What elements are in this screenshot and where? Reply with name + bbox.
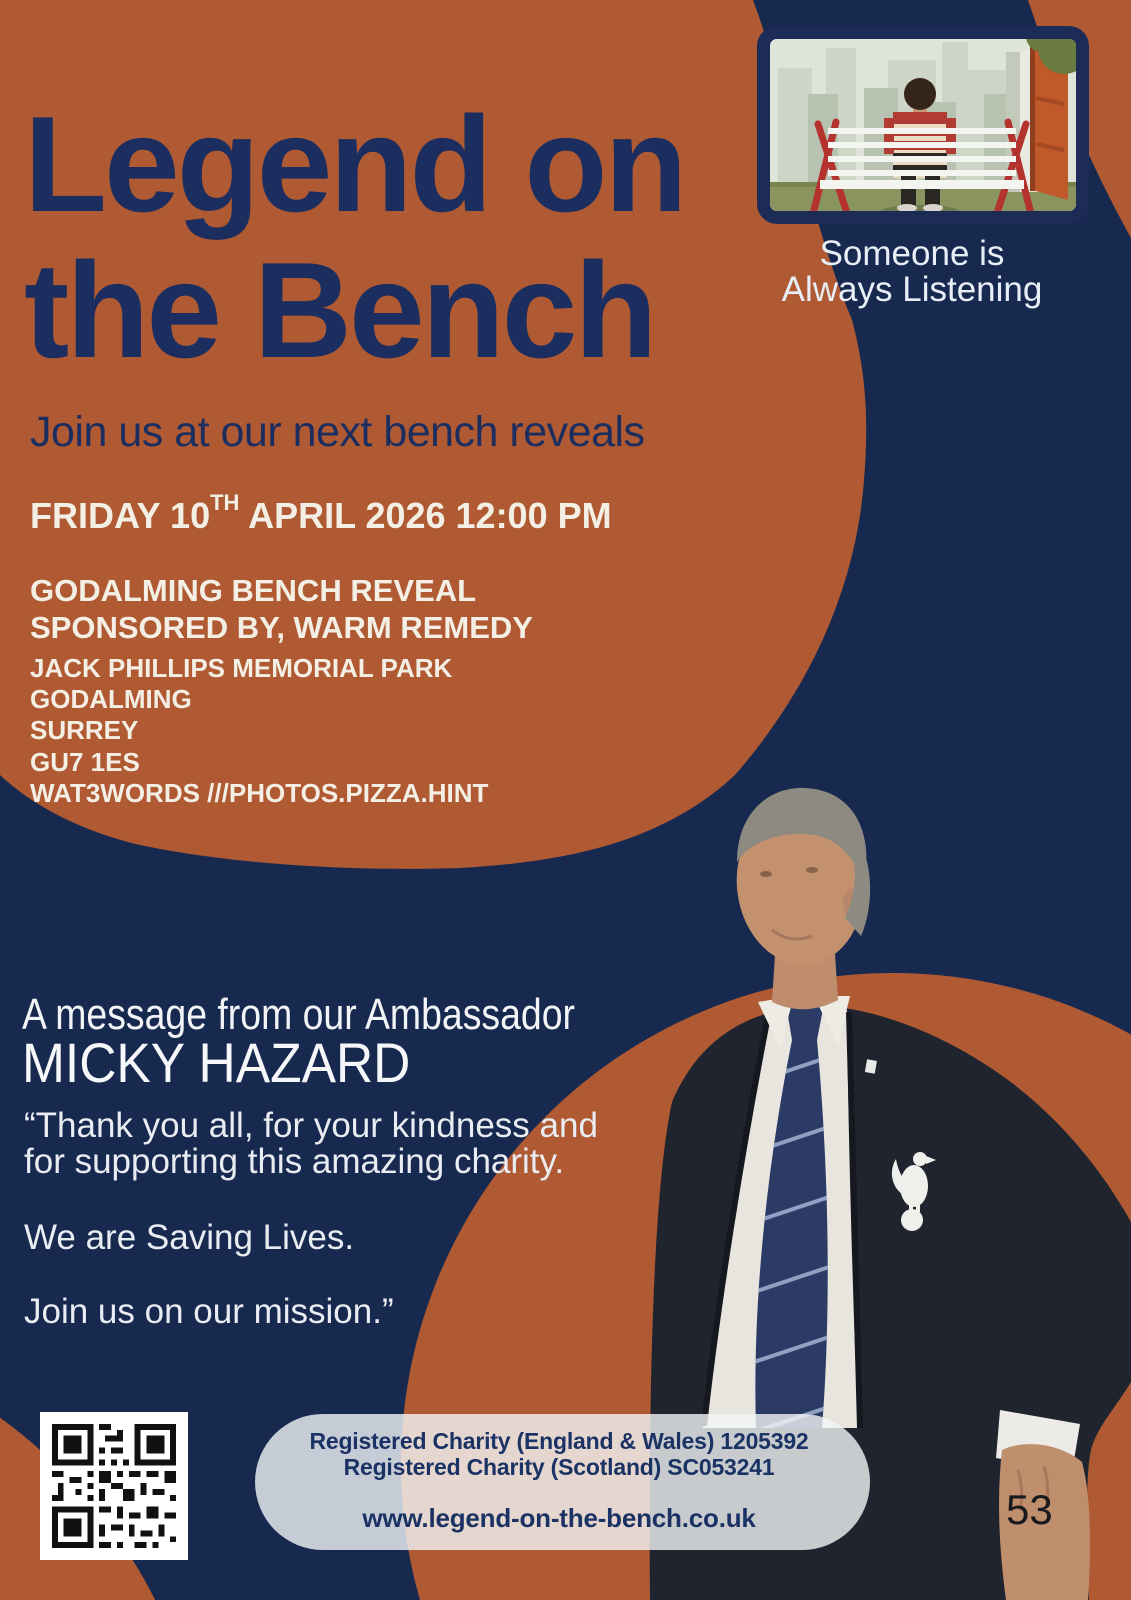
event-date-suffix: APRIL 2026 12:00 PM [239,495,612,536]
charity-info-pill [255,1414,870,1550]
event-datetime [30,490,750,537]
event-address [30,653,750,809]
qr-code [40,1412,188,1560]
bench-illustration [770,39,1076,211]
bench-illustration-card [757,26,1089,224]
title-line1: Legend on [24,88,685,240]
charity-info-text [269,1429,849,1534]
event-reveal [30,573,750,646]
listening-caption-line1: Someone is [819,234,1005,273]
address-line3: SURREY [30,715,139,746]
ambassador-quote [24,1108,704,1179]
reveal-line2: SPONSORED BY, WARM REMEDY [30,609,533,645]
ambassador-label: A message from our Ambassador [22,990,575,1039]
charity-registration-ew: Registered Charity (England & Wales) 1205392 [309,1428,809,1454]
title-line2: the Bench [24,233,655,386]
event-date-prefix: FRIDAY 10 [30,495,211,536]
quote-line1: “Thank you all, for your kindness and [24,1106,598,1145]
quote-line3: We are Saving Lives. [24,1218,355,1257]
quote-line2: for supporting this amazing charity. [24,1142,565,1181]
website-url: www.legend-on-the-bench.co.uk [362,1502,756,1533]
address-line1: JACK PHILLIPS MEMORIAL PARK [30,653,453,683]
quote-line4: Join us on our mission.” [24,1292,394,1331]
address-line5: WAT3WORDS ///PHOTOS.PIZZA.HINT [30,777,489,808]
listening-caption [747,236,1077,309]
page-title [24,88,784,386]
page-number: 53 [1006,1486,1053,1533]
listening-caption-line2: Always Listening [781,270,1043,310]
event-date-ordinal: TH [210,490,240,515]
reveal-line1: GODALMING BENCH REVEAL [30,573,477,608]
address-line2: GODALMING [30,684,192,715]
ambassador-name: MICKY HAZARD [22,1031,411,1094]
address-line4: GU7 1ES [30,746,140,777]
subtitle: Join us at our next bench reveals [30,408,645,456]
charity-registration-scotland: Registered Charity (Scotland) SC053241 [343,1453,775,1480]
